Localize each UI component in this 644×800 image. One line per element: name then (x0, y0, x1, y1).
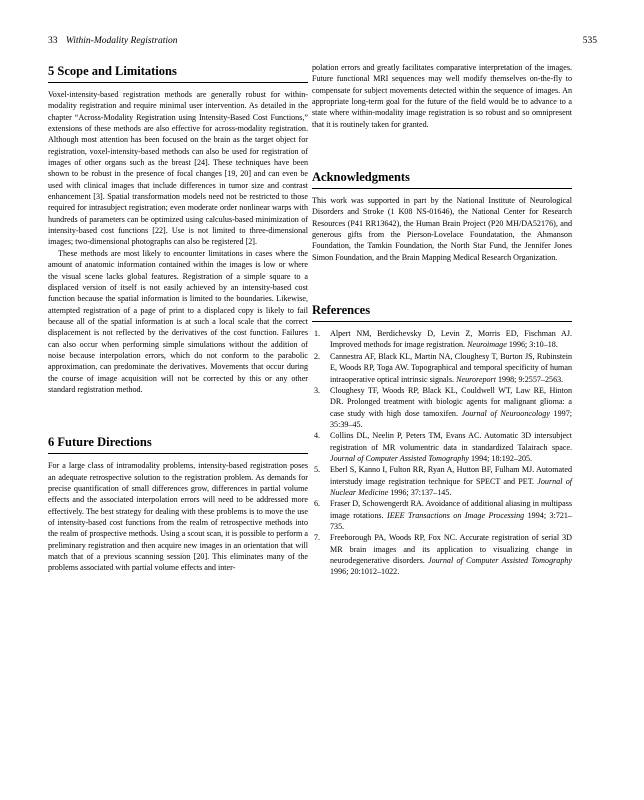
reference-item: 3. Cloughesy TF, Woods RP, Black KL, Couldwell WT, Law RE, Hinton DR. Prolonged treatment with biologic agents for malignant glioma: a case study with high dose tamoxifen. Journal of Neurooncology 1997; 35:39–45. (314, 385, 572, 429)
chapter-number: 33 (48, 36, 58, 46)
paragraph: These methods are most likely to encounter limitations in cases where the amount of anatomic information contained within the images is low or where the visual scene lacks global features. Registration of a simple square to a displaced version of itself is not easily achieved by an intensity-based cost function because the spatial information is limited to the boundaries. Likewise, attempted registration of a page of print to a displaced copy is likely to fail because all of the spatial information is at such a local scale that the correct displacement is not reflected by the derivatives of the cost function. Failures can also occur when performing simple simulations without the addition of noise because interpolation errors, which do not conform to the parabolic approximation, can predominate the derivatives. Movements that occur during the course of image acquisition will not be corrected by this or any other standard registration method. (48, 248, 308, 394)
reference-item: 5. Eberl S, Kanno I, Fulton RR, Ryan A, Hutton BF, Fulham MJ. Automated interstudy image registration technique for SPECT and PET. Journal of Nuclear Medicine 1996; 37:137–145. (314, 465, 572, 497)
section-heading-future: 6 Future Directions (48, 433, 308, 454)
section-heading-scope: 5 Scope and Limitations (48, 62, 308, 83)
page-number: 535 (582, 36, 597, 46)
running-header (48, 36, 597, 50)
reference-item: 2. Cannestra AF, Black KL, Martin NA, Cloughesy T, Burton JS, Rubinstein E, Woods RP, Toga AW. Topographical and temporal specificity of human intraoperative optical intrinsic signals. Neuroreport 1998; 9:2557–2563. (314, 351, 572, 384)
reference-item: 4. Collins DL, Neelin P, Peters TM, Evans AC. Automatic 3D intersubject registration of MR volumentric data in standardized Talairach space. Journal of Computer Assisted Tomography 1994; 18:192–205. (314, 431, 572, 463)
paragraph: This work was supported in part by the National Institute of Neurological Disorders and Stroke (1 K08 NS-01646), the National Center for Research Resources (P41 RR13642), the Human Brain Project (P20 MH/DA52176), and generous gifts from the Pierson-Lovelace Foundatation, the Ahmanson Foundation, the Tamkin Foundation, the North Star Fund, the Jennifer Jones Simon Foundation, and the Brain Mapping Medical Research Organization. (312, 196, 572, 262)
running-title: Within-Modality Registration (65, 36, 178, 46)
section-heading-acknowledgments: Acknowledgments (312, 168, 572, 189)
section-future (48, 433, 308, 573)
reference-item: 7. Freeborough PA, Woods RP, Fox NC. Accurate registration of serial 3D MR brain images and its application to visualizing change in neurodegenerative disorders. Journal of Computer Assisted Tomography 1996; 20:1012–1022. (314, 533, 573, 577)
section-scope (48, 62, 308, 395)
reference-item: 1. Alpert NM, Berdichevsky D, Levin Z, Morris ED, Fischman AJ. Improved methods for image registration. Neuroimage 1996; 3:10–18. (314, 329, 572, 350)
paragraph: For a large class of intramodality problems, intensity-based registration poses an adequate retrospective solution to the registration problem. As demands for precise quantification of small differences grow, differences in partial volume effects and the associated interpolation errors will need to be addressed more effectively. The best strategy for dealing with these problems is to move the use of intensity-based cost functions from the realm of retrospective methods into the realm of prospective methods. Using a scout scan, it is possible to perform a preliminary registration and then acquire new images in an orientation that will match that of a previous scanning session [20]. This eliminates many of the problems associated with partial volume effects and inter- (48, 461, 308, 573)
right-column (312, 62, 572, 578)
left-column (48, 62, 308, 574)
paragraph: polation errors and greatly facilitates comparative interpretation of the images. Future functional MRI sequences may well modify themselves on-the-fly to compensate for subject movements detected within the sequence of images. An appropriate long-term goal for the future of the field would be to advance to a state where within-modality image registration is so robust and so omnipresent that it is routinely taken for granted. (312, 63, 572, 129)
section-heading-references: References (312, 301, 572, 322)
header-left (48, 36, 178, 46)
section-acknowledgments (312, 168, 572, 263)
reference-list (312, 328, 572, 578)
paragraph: Voxel-intensity-based registration methods are generally robust for within-modality registration and require minimal user intervention. As detailed in the chapter “Across-Modality Registration using Intensity-Based Cost Functions,” extensions of these methods are also effective for across-modality registration. Although most attention has been focused on the brain as the target object for registration, voxel-intensity-based methods can also be used for registration of images of other organs such as the breast [24]. These techniques have been shown to be robust in the presence of focal changes [19, 20] and can even be used with clinical images that include differences in tumor size and contrast enhancement [3]. Spatial transformation models need not be restricted to those required for intrasubject registration; even moderate order nonlinear warps with hundreds of parameters can be optimized using calculus-based minimization of intensity-based cost functions [22]. Use is not limited to three-dimensional images; two-dimensional photographs can also be registered [2]. (48, 90, 308, 247)
section-references (312, 301, 572, 578)
reference-item: 6. Fraser D, Schowengerdt RA. Avoidance of additional aliasing in multipass image rotations. IEEE Transactions on Image Processing 1994; 3:721–735. (314, 499, 573, 531)
